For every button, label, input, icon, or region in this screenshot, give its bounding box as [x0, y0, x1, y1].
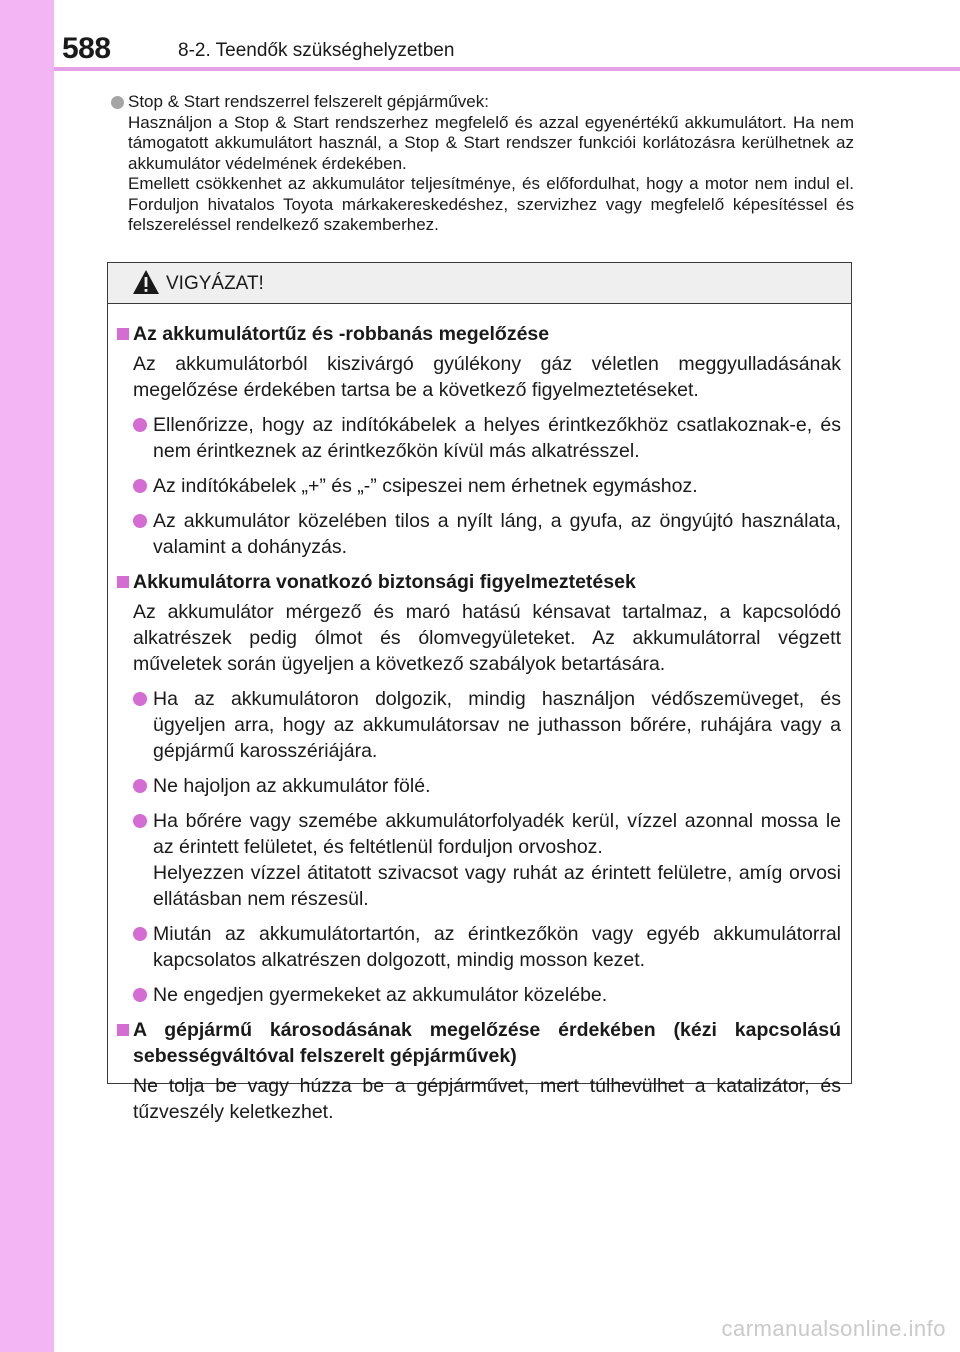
intro-title: Stop & Start rendszerrel felszerelt gépjárművek: [128, 92, 489, 111]
list-item: Ellenőrizze, hogy az indítókábelek a helyes érintkezőkhöz csatlakoznak-e, és nem érintkeznek az érintkezőkön kívül más alkatrésszel. [153, 412, 841, 464]
list-item: Ne hajoljon az akkumulátor fölé. [153, 773, 841, 799]
header-rule [54, 67, 960, 71]
page-number: 588 [62, 32, 111, 65]
intro-block [128, 92, 854, 236]
warning-heading: A gépjármű károsodásának megelőzése érdekében (kézi kapcsolású sebességváltóval felszerelt gépjárművek) [133, 1017, 841, 1069]
square-bullet-icon [117, 576, 129, 588]
square-bullet-icon [117, 328, 129, 340]
warning-triangle-icon [132, 269, 160, 295]
warning-heading: Akkumulátorra vonatkozó biztonsági figyelmeztetések [133, 569, 841, 595]
list-item: Ha bőrére vagy szemébe akkumulátorfolyadék kerül, vízzel azonnal mossa le az érintett felületet, és feltétlenül forduljon orvoshoz. Helyezzen vízzel átitatott szivacsot vagy ruhát az érintett felületre, amíg orvosi ellátásban nem részesül. [153, 808, 841, 912]
bullet-dot-icon [133, 814, 147, 828]
bullet-dot-icon [111, 96, 124, 109]
bullet-dot-icon [133, 514, 147, 528]
warning-paragraph: Az akkumulátor mérgező és maró hatású kénsavat tartalmaz, a kapcsolódó alkatrészek pedig ólmot és ólomvegyületeket. Az akkumulátorral végzett műveletek során ügyeljen a következő szabályok betartására. [133, 601, 841, 675]
warning-box [107, 262, 852, 1123]
watermark: carmanualsonline.info [721, 1316, 946, 1341]
intro-paragraph-1: Használjon a Stop & Start rendszerhez megfelelő és azzal egyenértékű akkumulátort. Ha nem támogatott akkumulátort használ, a Stop & Start rendszer funkciói korlátozásra kerülhetnek az akkumulátor védelmének érdekében. [128, 112, 854, 173]
list-item: Ne engedjen gyermekeket az akkumulátor közelébe. [153, 982, 841, 1008]
list-item: Miután az akkumulátortartón, az érintkezőkön vagy egyéb akkumulátorral kapcsolatos alkatrészen dolgozott, mindig mosson kezet. [153, 921, 841, 973]
warning-paragraph: Ne tolja be vagy húzza be a gépjárművet, mert túlhevülhet a katalizátor, és tűzveszély keletkezhet. [133, 1075, 841, 1123]
warning-header [108, 263, 851, 304]
warning-paragraph: Az akkumulátorból kiszivárgó gyúlékony gáz véletlen meggyulladásának megelőzése érdekében tartsa be a következő figyelmeztetéseket. [133, 353, 841, 401]
square-bullet-icon [117, 1024, 129, 1036]
bullet-dot-icon [133, 988, 147, 1002]
section-title: 8-2. Teendők szükséghelyzetben [178, 40, 455, 61]
list-item: Ha az akkumulátoron dolgozik, mindig használjon védőszemüveget, és ügyeljen arra, hogy az akkumulátorsav ne juthasson bőrére, ruhájára vagy a gépjármű karosszériájára. [153, 686, 841, 764]
bullet-dot-icon [133, 927, 147, 941]
bullet-dot-icon [133, 479, 147, 493]
warning-body [133, 321, 841, 1125]
warning-label: VIGYÁZAT! [166, 273, 264, 294]
bullet-dot-icon [133, 779, 147, 793]
warning-heading: Az akkumulátortűz és -robbanás megelőzése [133, 321, 841, 347]
bullet-dot-icon [133, 418, 147, 432]
bullet-dot-icon [133, 692, 147, 706]
list-item: Az indítókábelek „+” és „-” csipeszei nem érhetnek egymáshoz. [153, 473, 841, 499]
side-tab-bar [0, 0, 54, 1352]
intro-paragraph-2: Emellett csökkenhet az akkumulátor teljesítménye, és előfordulhat, hogy a motor nem indul el. Forduljon hivatalos Toyota márkakereskedéshez, szervizhez vagy megfelelő képesítéssel és felszereléssel rendelkező szakemberhez. [128, 174, 854, 234]
list-item: Az akkumulátor közelében tilos a nyílt láng, a gyufa, az öngyújtó használata, valamint a dohányzás. [153, 508, 841, 560]
